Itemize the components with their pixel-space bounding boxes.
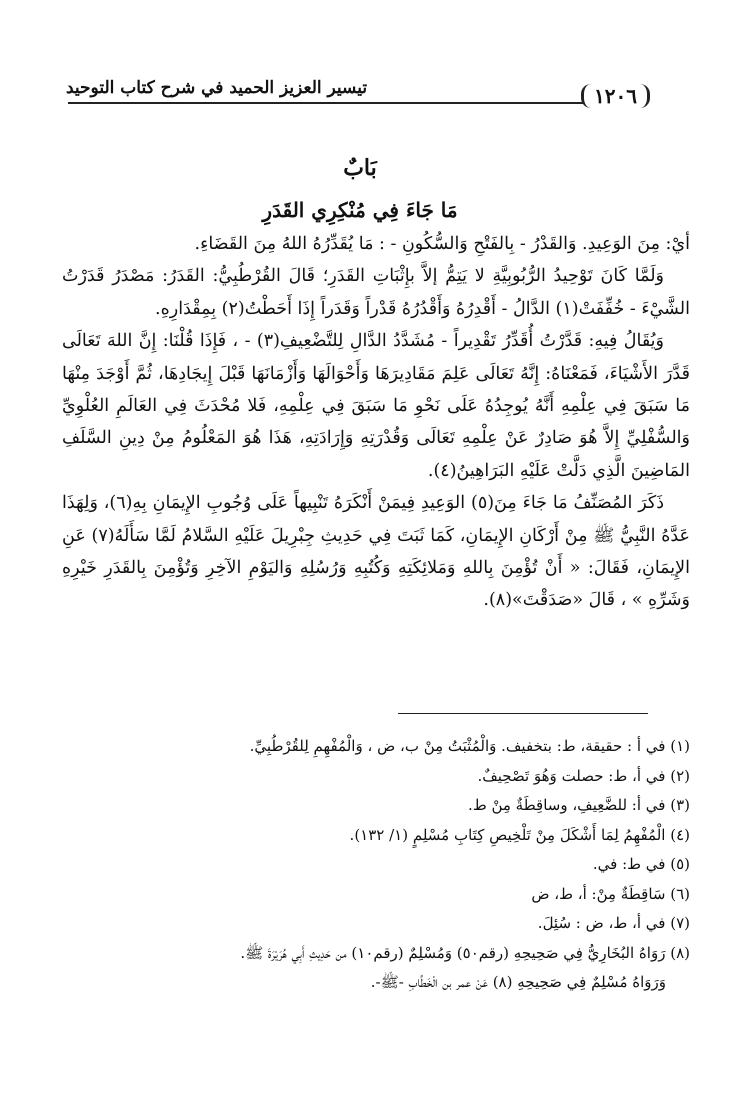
paragraph-1: أيْ: مِنَ الوَعِيدِ. وَالقَدْرُ - بِالفَتْحِ وَالسُّكُونِ - : مَا يُقَدِّرُهُ اللهُ مِنَ القَضَاءِ. [194, 234, 690, 254]
header-rule [68, 102, 590, 104]
footnote-6: (٦) سَاقِطَةٌ مِنْ: أ، ط، ض [531, 884, 690, 903]
paragraph-3: وَيُقَالُ فِيهِ: قَدَّرْتُ أُقَدِّرُ تَقْدِيراً - مُشَدَّدُ الدَّالِ لِلتَّضْعِيفِ(٣) - ، فَإِذَا قُلْنَا: إِنَّ اللهَ تَعَالَى قَدَّرَ الأَشْيَاءَ، فَمَعْنَاهُ: إِنَّهُ تَعَالَى عَلِمَ مَقَادِيرَهَا وَأَحْوَالَهَا وَأَزْمَانَهَا قَبْلَ إِيجَادِهَا، ثُمَّ أَوْجَدَ مِنْهَا مَا سَبَقَ فِي عِلْمِهِ أَنَّهُ يُوجِدُهُ عَلَى نَحْوِ مَا سَبَقَ فِي عِلْمِهِ، فَلا مُحْدَثَ فِي العَالَمِ العُلْوِيِّ وَالسُّفْلِيِّ إِلاَّ هُوَ صَادِرٌ عَنْ عِلْمِهِ تَعَالَى وَقُدْرَتِهِ وَإِرَادَتِهِ، هَذَا هُوَ المَعْلُومُ مِنْ دِينِ السَّلَفِ المَاضِينَ الَّذِي دَلَّتْ عَلَيْهِ البَرَاهِينُ(٤). [62, 331, 690, 481]
footnote-8: (٨) رَوَاهُ البُخَارِيُّ فِي صَحِيحِهِ (رقم٥٠) وَمُسْلِمٌ (رقم١٠) من حَدِيثِ أَبِي هُرَيْرَةَ ﷺ. [240, 943, 690, 962]
footnote-3: (٣) في أ: للضَّعِيفِ، وساقِطَةٌ مِنْ ط. [468, 796, 690, 814]
footnote-4: (٤) الْمُفْهِمُ لِمَا أَشْكَلَ مِنْ تَلْخِيصِ كِتَابِ مُسْلِمٍ (١/ ١٣٢). [349, 825, 690, 844]
footnote-7: (٧) في أ، ط، ض : سُئِلَ. [537, 914, 690, 932]
chapter-label: بَابٌ [343, 155, 377, 181]
paragraph-4: ذَكَرَ المُصَنِّفُ مَا جَاءَ مِنَ(٥) الوَعِيدِ فِيمَنْ أَنْكَرَهُ تَنْبِيهاً عَلَى وُجُوبِ الإِيمَانِ بِهِ(٦)، وَلِهَذَا عَدَّهُ النَّبِيُّ ﷺ مِنْ أَرْكَانِ الإِيمَانِ، كَمَا ثَبَتَ فِي حَدِيثِ جِبْرِيلَ عَلَيْهِ السَّلامُ لَمَّا سَأَلَهُ(٧) عَنِ الإِيمَانِ، فَقَالَ: « أَنْ تُؤْمِنَ بِاللهِ وَمَلائِكَتِهِ وَكُتُبِهِ وَرُسُلِهِ وَاليَوْمِ الآخِرِ وَتُؤْمِنَ بِالقَدَرِ خَيْرِهِ وَشَرِّهِ » ، قَالَ «صَدَقْتَ»(٨). [62, 493, 690, 611]
paragraph-2: وَلَمَّا كَانَ تَوْحِيدُ الرُّبُوبِيَّةِ لا يَتِمُّ إلاَّ بإِثْبَاتِ القَدَرِ؛ قَالَ القُرْطُبِيُّ: القَدَرُ: مَصْدَرُ قَدَرْتُ الشَّيْءَ - خُفِّفَتْ(١) الدَّالُ - أَقْدِرُهُ وَأَقْدُرُهُ قَدْراً وَقَدَراً إِذَا أَحَطْتُ(٢) بِمِقْدَارِهِ. [62, 266, 690, 319]
footnote-separator [398, 713, 648, 714]
book-title: تيسير العزيز الحميد في شرح كتاب التوحيد [60, 78, 373, 98]
footnote-2: (٢) في أ، ط: حصلت وَهُوَ تَصْحِيفٌ. [477, 766, 690, 785]
chapter-title: مَا جَاءَ فِي مُنْكِرِي القَدَرِ [262, 198, 458, 222]
page-number: ١٢٠٦ [581, 84, 650, 108]
running-header [60, 78, 650, 112]
body-text [62, 228, 690, 617]
footnote-5: (٥) في ط: في. [592, 855, 690, 873]
footnotes [62, 732, 690, 998]
footnote-8-continued: وَرَوَاهُ مُسْلِمٌ فِي صَحِيحِهِ (٨) عَنْ عمر بن الْخَطَّابِ -ﷺ-. [370, 973, 666, 991]
footnote-1: (١) في أ : حقيقة، ط: بتخفيف. وَالْمُثْبَتُ مِنْ ب، ض ، وَالْمُفْهِمِ لِلقُرْطُبِيِّ. [249, 737, 690, 755]
